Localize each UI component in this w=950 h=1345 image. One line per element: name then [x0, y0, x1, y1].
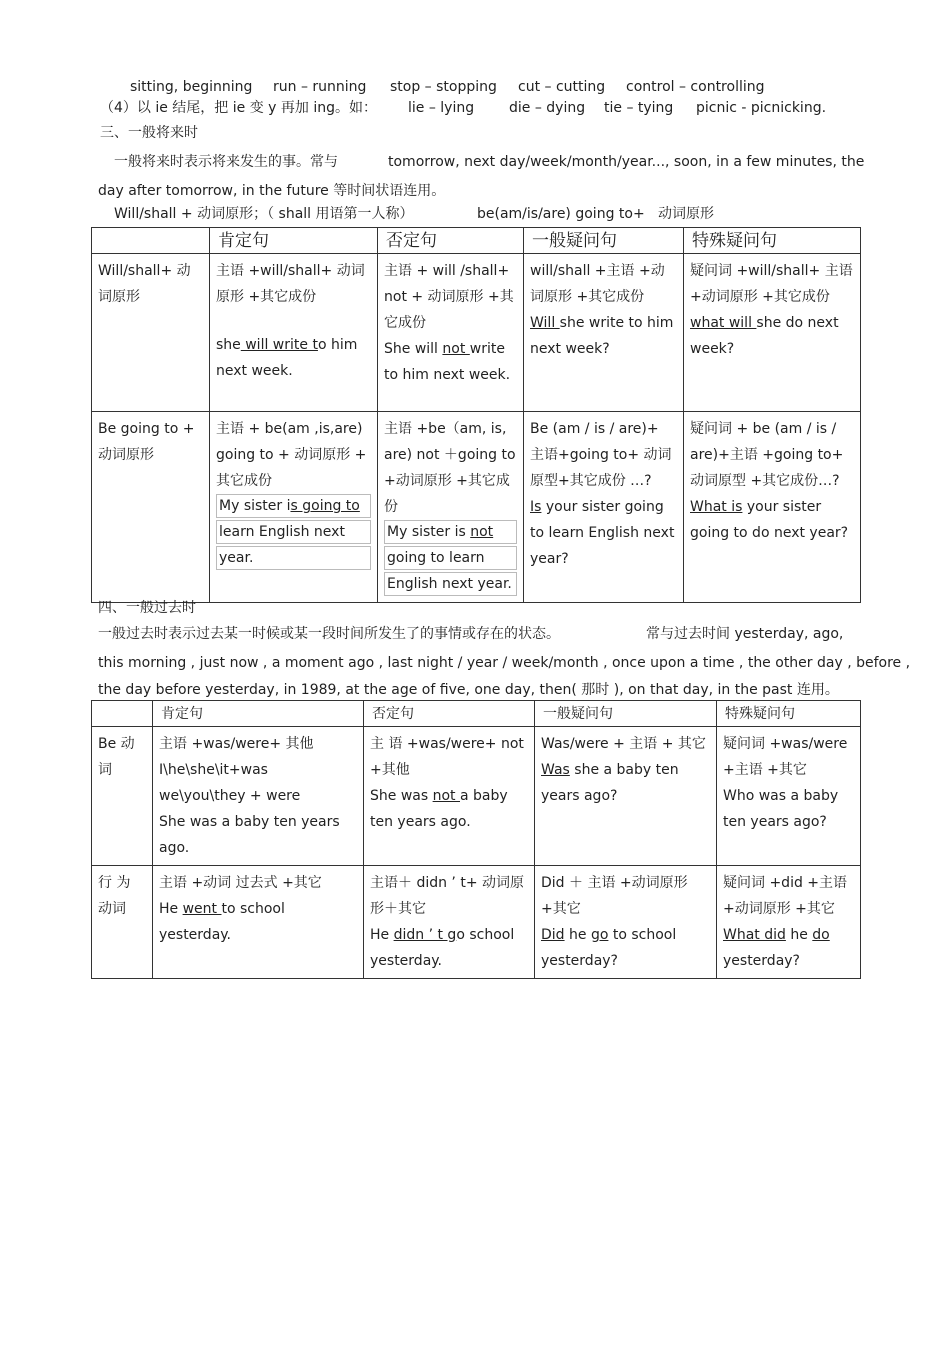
rule-text: 主语 +will/shall+ 动词原形 +其它成份 — [216, 263, 365, 305]
table-row — [92, 412, 861, 603]
rule-text: 疑问词 + be (am / is / are)+主语 +going to+ 动词原型 +其它成份…? — [690, 421, 844, 489]
example-underlined: do — [812, 927, 830, 943]
table-cell — [717, 727, 861, 866]
table-header: 否定句 — [378, 228, 524, 254]
example-sentence — [723, 922, 854, 974]
table-cell — [210, 254, 378, 412]
rule-text: we\you\they + were — [159, 788, 301, 804]
example-text: to school yesterday. — [159, 901, 285, 943]
table-cell — [210, 412, 378, 603]
example-item: tie – tying — [604, 100, 674, 116]
rule-text: 疑问词 +was/were +主语 +其它 — [723, 736, 848, 778]
example-box: learn English next — [216, 520, 371, 544]
example-sentence: Who was a baby ten years ago? — [723, 788, 839, 830]
table-header: 一般疑问句 — [535, 701, 717, 727]
example-underlined: Is — [530, 499, 542, 515]
example-underlined: not — [442, 341, 470, 357]
spelling-examples-line — [130, 78, 765, 96]
example-text: your sister going to learn English next year? — [530, 499, 675, 567]
example-box — [384, 520, 517, 544]
table-cell — [524, 254, 684, 412]
past-tense-table — [91, 700, 861, 979]
example-text: she write to him next week? — [530, 315, 674, 357]
example-underlined: Was — [541, 762, 570, 778]
example-sentence — [159, 896, 357, 948]
example-box — [216, 494, 371, 518]
example-underlined: what will — [690, 315, 757, 331]
section-heading: 四、一般过去时 — [98, 600, 196, 616]
example-underlined: Did — [541, 927, 565, 943]
rule-text: will/shall +主语 +动词原形 +其它成份 — [530, 263, 665, 305]
description-text: 一般将来时表示将来发生的事。常与 — [114, 154, 338, 170]
example-box: English next year. — [384, 572, 517, 596]
example-text: to school yesterday? — [541, 927, 677, 969]
example-underlined: Will — [530, 315, 560, 331]
table-header-row — [92, 701, 861, 727]
table-cell — [364, 866, 535, 979]
example-sentence — [690, 310, 854, 362]
example-text: He — [159, 901, 183, 917]
table-header: 特殊疑问句 — [717, 701, 861, 727]
example-text: he — [785, 927, 813, 943]
rule-text: 主 语 +was/were+ not +其他 — [370, 736, 524, 778]
rule-text: Was/were + 主语 + 其它 — [541, 736, 706, 752]
example-sentence — [216, 332, 371, 384]
table-cell — [524, 412, 684, 603]
rule-text: 主语＋ didn ’ t+ 动词原形＋其它 — [370, 875, 525, 917]
section-description — [98, 625, 843, 643]
example-text: She will — [384, 341, 443, 357]
example-sentence — [384, 336, 517, 388]
example-underlined: What did — [723, 927, 786, 943]
section-description — [114, 153, 864, 171]
example-text: o him next week. — [216, 337, 358, 379]
rule-text: 疑问词 +will/shall+ 主语 +动词原形 +其它成份 — [690, 263, 853, 305]
example-text: she — [216, 337, 241, 353]
table-cell — [684, 254, 861, 412]
rule-text: Be (am / is / are)+ 主语+going to+ 动词原型+其它成份 …? — [530, 421, 672, 489]
table-cell — [684, 412, 861, 603]
formula-text: Will/shall + 动词原形；（ shall 用语第一人称） — [114, 206, 414, 222]
table-cell — [153, 727, 364, 866]
table-header — [92, 228, 210, 254]
example-sentence — [690, 494, 854, 546]
example-text: My sister i — [219, 498, 291, 514]
example-sentence — [530, 494, 677, 572]
example-text: o school yesterday. — [370, 927, 515, 969]
row-label: Will/shall+ 动词原形 — [92, 254, 210, 412]
example-underlined: went — [182, 901, 222, 917]
rule-text: 主语 +was/were+ 其他 — [159, 736, 314, 752]
section-description: this morning , just now , a moment ago , last night / year / week/month , once upon a time , the other day , before , — [98, 655, 911, 671]
row-label: Be 动词 — [92, 727, 153, 866]
example-sentence: She was a baby ten years ago. — [159, 814, 340, 856]
example-text: She was — [370, 788, 433, 804]
example-item: cut – cutting — [518, 79, 606, 95]
table-cell — [535, 727, 717, 866]
table-row — [92, 254, 861, 412]
rule-text: 主语 + be(am ,is,are) going to + 动词原形 + 其它成份 — [216, 421, 367, 489]
table-header: 一般疑问句 — [524, 228, 684, 254]
example-box: year. — [216, 546, 371, 570]
row-label: Be going to + 动词原形 — [92, 412, 210, 603]
table-row — [92, 866, 861, 979]
description-text: 常与过去时间 yesterday, ago, — [646, 626, 844, 642]
example-item: lie – lying — [408, 100, 475, 116]
formula-line — [114, 205, 714, 223]
example-sentence — [541, 757, 710, 809]
section-description: day after tomorrow, in the future 等时间状语连用。 — [98, 183, 446, 199]
section-description: the day before yesterday, in 1989, at the age of five, one day, then( 那时 ), on that day, in the past 连用。 — [98, 682, 839, 698]
example-item: control – controlling — [626, 79, 765, 95]
table-cell — [535, 866, 717, 979]
table-cell — [378, 412, 524, 603]
table-cell — [378, 254, 524, 412]
example-underlined: What is — [690, 499, 743, 515]
example-text: write to him next week. — [384, 341, 511, 383]
table-header: 肯定句 — [153, 701, 364, 727]
example-item: stop – stopping — [390, 79, 497, 95]
example-sentence — [370, 922, 528, 974]
rule-text: 主语 + will /shall+ not + 动词原形 +其它成份 — [384, 263, 514, 331]
example-text: a baby ten years ago. — [370, 788, 508, 830]
table-cell — [364, 727, 535, 866]
table-header-row — [92, 228, 861, 254]
example-text: she a baby ten years ago? — [541, 762, 679, 804]
table-header: 特殊疑问句 — [684, 228, 861, 254]
example-text: yesterday? — [723, 953, 800, 969]
rule-text: 主语 +be（am, is, are) not ＋going to +动词原形 +其它成份 — [384, 421, 516, 515]
example-item: picnic - picnicking. — [696, 100, 827, 116]
example-text: your sister going to do next year? — [690, 499, 849, 541]
example-underlined: will write t — [240, 337, 318, 353]
table-header: 肯定句 — [210, 228, 378, 254]
example-underlined: didn ’ t g — [393, 927, 457, 943]
ie-rule-line — [100, 99, 826, 117]
rule-text: 疑问词 +did +主语 +动词原形 +其它 — [723, 875, 848, 917]
example-underlined: s going to — [290, 498, 360, 514]
section-heading: 三、一般将来时 — [100, 125, 198, 141]
example-underlined: not — [470, 524, 494, 540]
example-text: he — [564, 927, 591, 943]
rule-text: I\he\she\it+was — [159, 762, 268, 778]
formula-text: 动词原形 — [658, 206, 714, 222]
example-item: run – running — [273, 79, 367, 95]
table-cell — [717, 866, 861, 979]
example-box: going to learn — [384, 546, 517, 570]
row-label: 行 为 动词 — [92, 866, 153, 979]
ie-rule-text: （4）以 ie 结尾，把 ie 变 y 再加 ing。如： — [100, 100, 377, 116]
example-item: sitting, beginning — [130, 79, 253, 95]
table-header: 否定句 — [364, 701, 535, 727]
example-sentence — [370, 783, 528, 835]
formula-text: be(am/is/are) going to+ — [477, 206, 645, 222]
table-header — [92, 701, 153, 727]
rule-text: Did ＋ 主语 +动词原形 +其它 — [541, 875, 688, 917]
rule-text: 主语 +动词 过去式 +其它 — [159, 875, 322, 891]
example-underlined: go — [590, 927, 609, 943]
description-text: tomorrow, next day/week/month/year..., soon, in a few minutes, the — [388, 154, 865, 170]
example-item: die – dying — [509, 100, 586, 116]
example-underlined: not — [432, 788, 460, 804]
description-text: 一般过去时表示过去某一时候或某一段时间所发生了的事情或存在的状态。 — [98, 626, 560, 642]
example-text: she do next week? — [690, 315, 839, 357]
example-text: My sister is — [387, 524, 471, 540]
example-sentence — [530, 310, 677, 362]
table-row — [92, 727, 861, 866]
example-text: He — [370, 927, 394, 943]
example-sentence — [541, 922, 710, 974]
table-cell — [153, 866, 364, 979]
future-tense-table — [91, 227, 861, 603]
